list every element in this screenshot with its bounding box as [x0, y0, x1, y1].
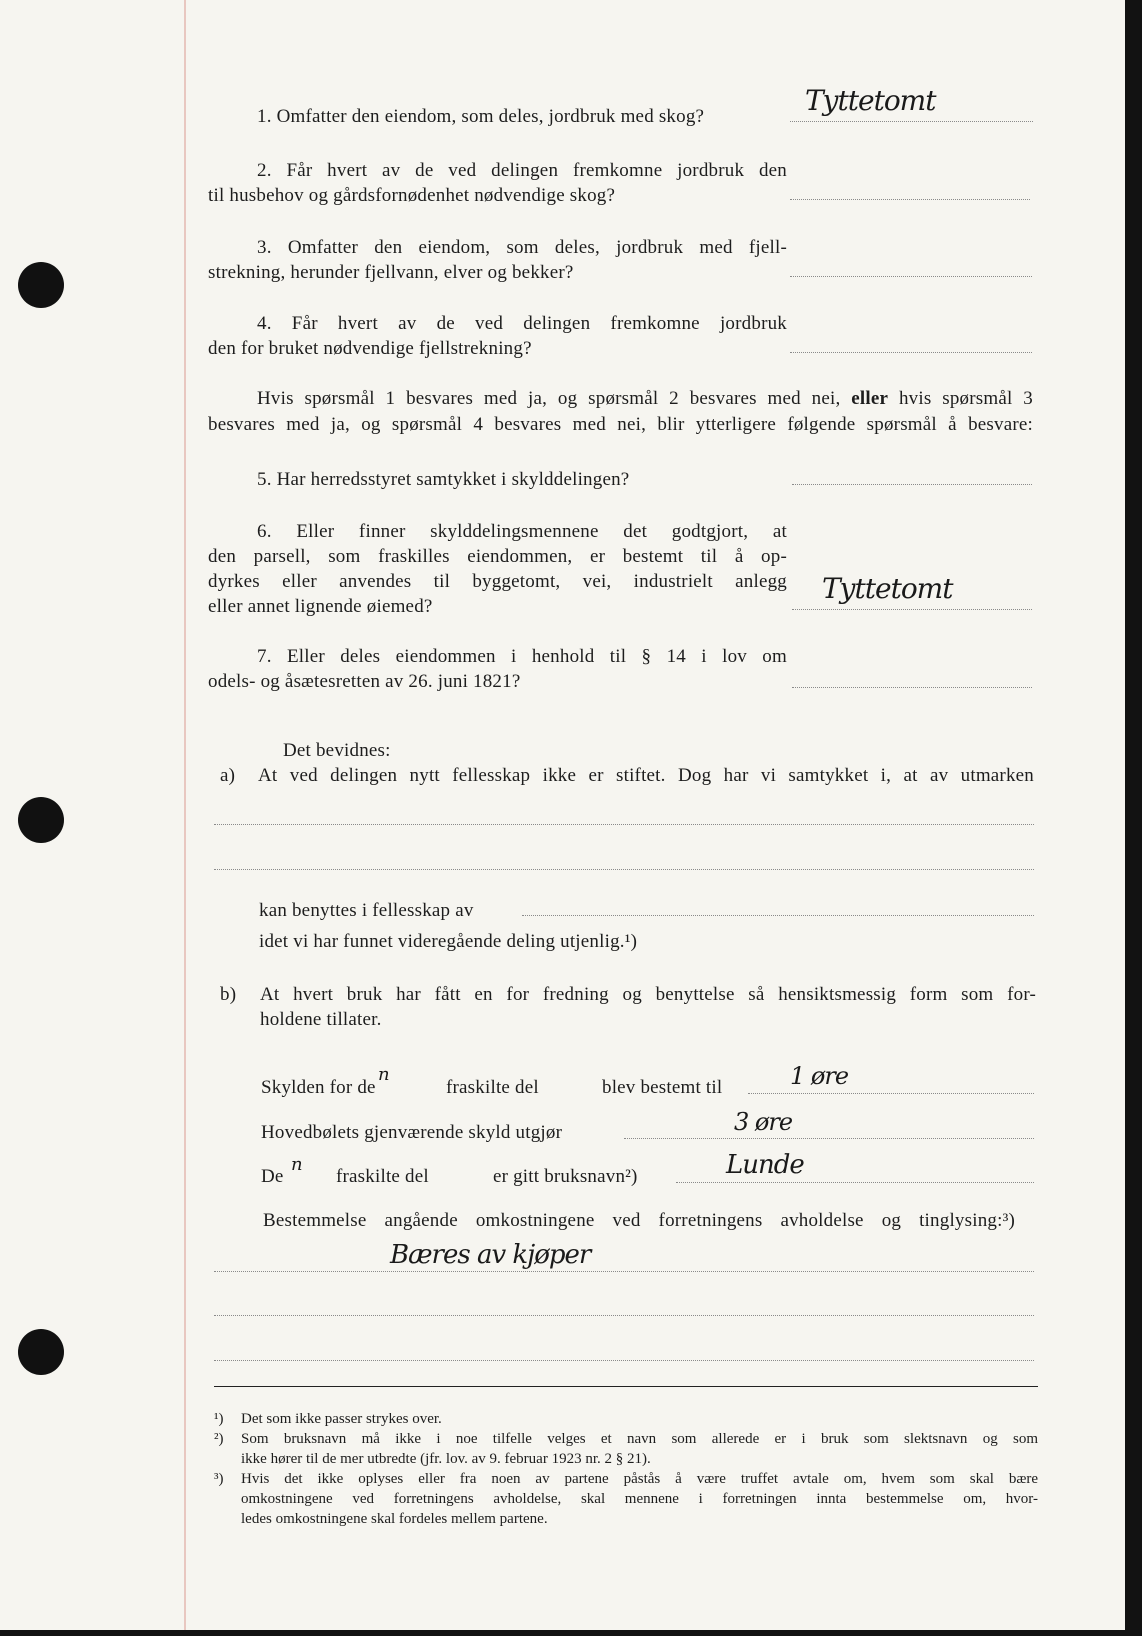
margin-line	[184, 0, 186, 1630]
footnote-1-number: ¹)	[214, 1411, 224, 1427]
answer-1-handwritten: Tyttetomt	[805, 84, 936, 117]
question-7-line-2: odels- og åsætesretten av 26. juni 1821?	[208, 671, 521, 692]
question-3-line-2: strekning, herunder fjellvann, elver og bekker?	[208, 262, 574, 283]
navn-label-c: er gitt bruksnavn²)	[493, 1166, 638, 1187]
question-1: 1. Omfatter den eiendom, som deles, jordbruk med skog?	[257, 106, 705, 127]
question-2-line-2: til husbehov og gårdsfornødenhet nødvendige skog?	[208, 185, 616, 206]
answer-6-handwritten: Tyttetomt	[822, 572, 953, 605]
best-line-2[interactable]	[214, 1315, 1034, 1316]
hoved-value-line[interactable]	[624, 1138, 1034, 1139]
question-7-line-1: 7. Eller deles eiendommen i henhold til § 14 i lov om	[257, 646, 787, 667]
certify-b-line-2: holdene tillater.	[260, 1009, 382, 1030]
reason-text: idet vi har funnet videregående deling utjenlig.¹)	[259, 931, 638, 952]
condition-line-1: Hvis spørsmål 1 besvares med ja, og spørsmål 2 besvares med nei, eller hvis spørsmål 3	[257, 388, 1033, 409]
best-line-1[interactable]	[214, 1271, 1034, 1272]
best-value-handwritten: Bæres av kjøper	[390, 1240, 591, 1270]
navn-value-line[interactable]	[676, 1182, 1034, 1183]
certify-heading: Det bevidnes:	[283, 740, 391, 761]
question-4-line-1: 4. Får hvert av de ved delingen fremkomne jordbruk	[257, 313, 787, 334]
skyld-value-line[interactable]	[748, 1093, 1034, 1094]
skyld-label-b: fraskilte del	[446, 1077, 539, 1098]
footnote-3-line-1: Hvis det ikke oplyses eller fra noen av partene påstås å være truffet avtale om, hvem som skal bære	[241, 1471, 1038, 1487]
utmark-line-2[interactable]	[214, 869, 1034, 870]
footnote-3-line-2: omkostningene ved forretningens avholdelse, skal mennene i forretningen innta bestemmelse om, hvor-	[241, 1491, 1038, 1507]
footnote-3-number: ³)	[214, 1471, 224, 1487]
punch-hole	[18, 262, 64, 308]
question-6-line-4: eller annet lignende øiemed?	[208, 596, 433, 617]
shared-label: kan benyttes i fellesskap av	[259, 900, 474, 921]
answer-line-3[interactable]	[790, 276, 1032, 277]
navn-label-a: De	[261, 1166, 284, 1187]
best-label: Bestemmelse angående omkostningene ved forretningens avholdelse og tinglysing:³)	[263, 1210, 1015, 1231]
answer-line-7[interactable]	[792, 687, 1032, 688]
question-5: 5. Har herredsstyret samtykket i skylddelingen?	[257, 469, 630, 490]
skyld-value-handwritten: 1 øre	[790, 1062, 849, 1090]
answer-line-2[interactable]	[790, 199, 1030, 200]
navn-insertion-handwritten: n	[291, 1154, 302, 1175]
footnote-3-line-3: ledes omkostningene skal fordeles mellem partene.	[241, 1511, 548, 1527]
answer-line-5[interactable]	[792, 484, 1032, 485]
certify-b-line-1: At hvert bruk har fått en for fredning og benyttelse så hensiktsmessig form som for-	[260, 984, 1036, 1005]
best-line-3[interactable]	[214, 1360, 1034, 1361]
footnote-1: Det som ikke passer strykes over.	[241, 1411, 442, 1427]
shared-line[interactable]	[522, 915, 1034, 916]
question-6-line-2: den parsell, som fraskilles eiendommen, er bestemt til å op-	[208, 546, 787, 567]
footnote-2-number: ²)	[214, 1431, 224, 1447]
condition-line-2: besvares med ja, og spørsmål 4 besvares med nei, blir ytterligere følgende spørsmål å besvare:	[208, 414, 1033, 435]
question-6-line-1: 6. Eller finner skylddelingsmennene det godtgjort, at	[257, 521, 787, 542]
question-6-line-3: dyrkes eller anvendes til byggetomt, vei, industrielt anlegg	[208, 571, 787, 592]
footnote-2-line-2: ikke hører til de mer utbredte (jfr. lov. av 9. februar 1923 nr. 2 § 21).	[241, 1451, 651, 1467]
answer-line-1[interactable]	[790, 121, 1033, 122]
punch-hole	[18, 1329, 64, 1375]
utmark-line-1[interactable]	[214, 824, 1034, 825]
navn-value-handwritten: Lunde	[726, 1150, 804, 1180]
certify-a-label: a)	[220, 765, 236, 786]
certify-b-label: b)	[220, 984, 237, 1005]
hoved-value-handwritten: 3 øre	[734, 1108, 793, 1136]
punch-hole	[18, 797, 64, 843]
skyld-insertion-handwritten: n	[378, 1064, 389, 1085]
skyld-label-c: blev bestemt til	[602, 1077, 723, 1098]
answer-line-4[interactable]	[790, 352, 1032, 353]
answer-line-6[interactable]	[792, 609, 1032, 610]
certify-a-text: At ved delingen nytt fellesskap ikke er stiftet. Dog har vi samtykket i, at av utmarken	[258, 765, 1034, 786]
footnote-2-line-1: Som bruksnavn må ikke i noe tilfelle velges et navn som allerede er i bruk som slektsnavn og som	[241, 1431, 1038, 1447]
navn-label-b: fraskilte del	[336, 1166, 429, 1187]
question-2-line-1: 2. Får hvert av de ved delingen fremkomne jordbruk den	[257, 160, 787, 181]
hoved-label: Hovedbølets gjenværende skyld utgjør	[261, 1122, 563, 1143]
question-3-line-1: 3. Omfatter den eiendom, som deles, jordbruk med fjell-	[257, 237, 787, 258]
skyld-label-a: Skylden for de	[261, 1077, 376, 1098]
question-4-line-2: den for bruket nødvendige fjellstrekning?	[208, 338, 532, 359]
footnote-separator	[214, 1386, 1038, 1387]
